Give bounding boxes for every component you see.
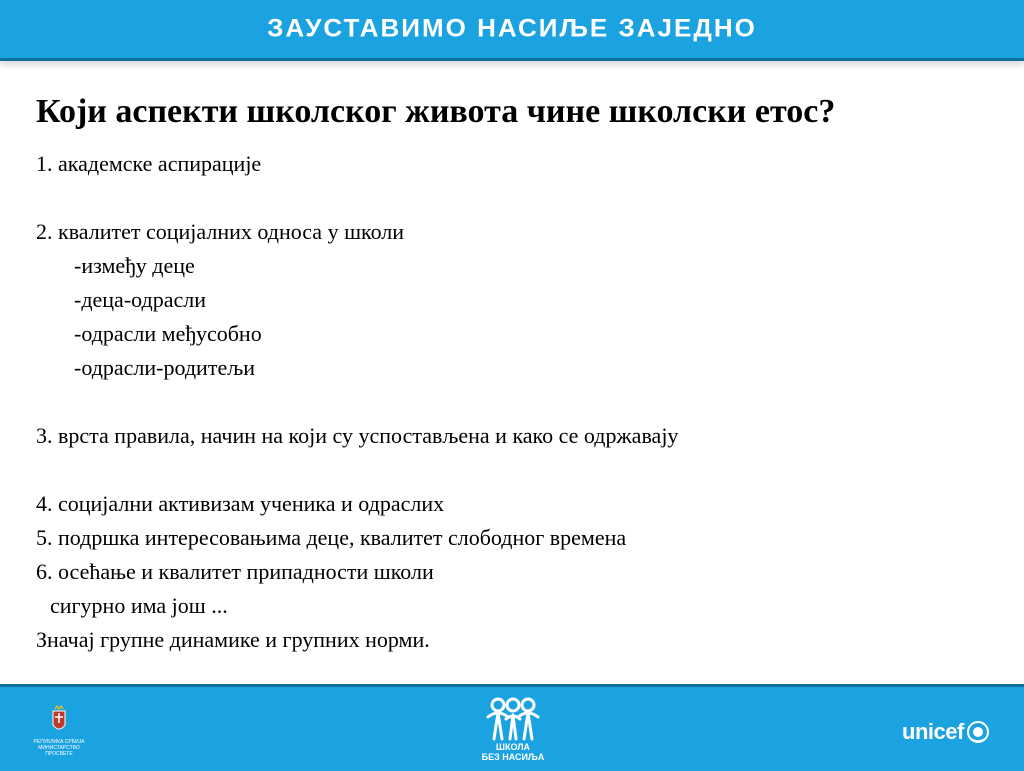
list-item-3: 3. врста правила, начин на који су успостављена и како се одржавају — [36, 422, 679, 448]
list-item-5: 5. подршка интересовањима деце, квалитет слободног времена — [36, 524, 627, 550]
list-item-4: 4. социјални активизам ученика и одраслих — [36, 490, 445, 516]
unicef-globe-icon — [966, 720, 990, 744]
slide-content — [36, 92, 996, 657]
sub-item: -између деце — [74, 252, 195, 278]
sub-item: -деца-одрасли — [74, 286, 206, 312]
footer-bar — [0, 684, 1024, 771]
list-item-6: 6. осећање и квалитет припадности школи — [36, 558, 434, 584]
spacer — [36, 385, 996, 419]
sub-item: -одрасли-родитељи — [74, 354, 255, 380]
school-without-violence-logo-icon — [478, 695, 548, 745]
school-logo-caption — [473, 742, 553, 762]
list-item-2: 2. квалитет социјалних односа у школи — [36, 218, 405, 244]
gov-caption: РЕПУБЛИКА СРБИЈА МИНИСТАРСТВО ПРОСВЕТЕ — [33, 739, 85, 757]
school-logo-line2: БЕЗ НАСИЉА — [481, 752, 545, 762]
sub-item: -одрасли међусобно — [74, 320, 262, 346]
banner-slogan: ЗАУСТАВИМО НАСИЉЕ ЗАЈЕДНО — [267, 13, 757, 43]
spacer — [36, 453, 996, 487]
conclusion: Значај групне динамике и групних норми. — [36, 626, 430, 652]
school-logo-line1: ШКОЛА — [495, 742, 531, 752]
top-banner — [0, 0, 1024, 61]
more-note: сигурно има још ... — [50, 592, 228, 618]
slide-title: Који аспекти школског живота чине школски етос? — [36, 93, 836, 130]
unicef-wordmark: unicef — [902, 719, 964, 744]
list-item-1: 1. академске аспирације — [36, 150, 262, 176]
spacer — [36, 181, 996, 215]
